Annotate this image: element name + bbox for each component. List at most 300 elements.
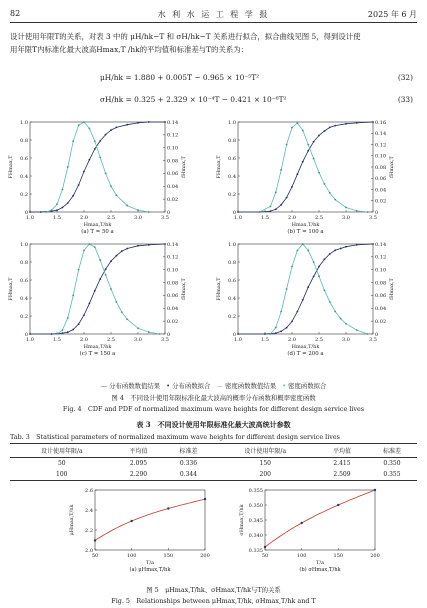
x-tick-label: 1.0 (26, 215, 34, 221)
x-tick-label: 200 (370, 553, 380, 559)
y-tick-label: 0.2 (228, 313, 236, 320)
cdf-point (110, 260, 112, 262)
cdf-point (62, 207, 64, 209)
plot-frame (265, 490, 375, 550)
y-axis-label: FHmax,T (216, 155, 222, 179)
y2-tick-label: 0.12 (167, 132, 179, 139)
cdf-point (116, 255, 118, 257)
pdf-point (313, 158, 315, 160)
cdf-point (137, 122, 139, 124)
cdf-point (72, 329, 74, 331)
cdf-point (286, 197, 288, 199)
figure-4-caption-cn: 图 4 不同设计使用年限标准化最大波高的概率分布函数和概率密度函数 (111, 394, 316, 402)
pdf-point (345, 323, 347, 325)
figure-4-panel (8, 242, 187, 357)
cdf-point (297, 173, 299, 175)
panel-caption: (a) μHmax,T/hk (129, 567, 171, 573)
y2-axis-label: fHmax,T (181, 278, 187, 300)
pdf-point (334, 311, 336, 313)
y2-tick-label: 0.04 (167, 184, 179, 191)
cdf-point (121, 250, 123, 252)
col-header: 标准差 (179, 448, 198, 455)
cdf-point (313, 141, 315, 143)
x-tick-label: 3.5 (369, 337, 377, 343)
cdf-point (345, 123, 347, 125)
table-row (10, 469, 417, 481)
pdf-point (89, 243, 91, 245)
y2-tick-label: 0.12 (167, 254, 179, 261)
cdf-point (116, 127, 118, 129)
pdf-point (121, 311, 123, 313)
pdf-point (105, 274, 107, 276)
pdf-point (356, 210, 358, 212)
cdf-point (67, 331, 69, 333)
pdf-point (340, 318, 342, 320)
cdf-line (238, 244, 373, 334)
y-tick-label: 2.2 (85, 527, 93, 534)
pdf-point (297, 250, 299, 252)
table-cell: 0.350 (383, 460, 401, 467)
pdf-point (62, 189, 64, 191)
y-tick-label: 1.0 (20, 241, 28, 248)
cdf-point (67, 202, 69, 204)
pdf-point (367, 211, 369, 213)
intro-line-1: 设计使用年限T的关系，对表 3 中的 μH/hk−T 和 σH/hk−T 关系进行拟合，拟合曲线见图 5，得到设计使 (10, 32, 361, 41)
y-tick-label: 0.4 (228, 295, 236, 302)
pdf-point (99, 156, 101, 158)
pdf-point (148, 331, 150, 333)
cdf-line (30, 244, 165, 334)
x-tick-label: 150 (163, 553, 174, 559)
y2-tick-label: 0.10 (375, 153, 387, 160)
table-cell: 2.415 (333, 460, 351, 467)
cdf-point (99, 140, 101, 142)
pdf-point (302, 130, 304, 132)
x-tick-label: 3.0 (134, 215, 142, 221)
y2-tick-label: 0.10 (167, 267, 179, 274)
y2-tick-label: 0.02 (375, 198, 387, 205)
cdf-point (164, 121, 166, 123)
y-tick-label: 0.4 (20, 295, 28, 302)
cdf-point (302, 161, 304, 163)
cdf-point (286, 327, 288, 329)
pdf-point (83, 250, 85, 252)
cdf-point (275, 208, 277, 210)
y2-axis-label: fHmax,T (389, 278, 395, 300)
x-axis-label: Hmax,T/hk (291, 344, 320, 350)
cdf-point (334, 249, 336, 251)
col-header: 平均值 (332, 448, 351, 455)
issue-date: 2025 年 6 月 (367, 10, 417, 19)
y-tick-label: 0 (24, 331, 28, 338)
y2-tick-label: 0 (167, 209, 171, 216)
y-tick-label: 0.8 (20, 259, 28, 266)
pdf-point (78, 269, 80, 271)
table-cell: 0.355 (383, 471, 401, 478)
pdf-point (62, 329, 64, 331)
y-tick-label: 0.2 (20, 313, 28, 320)
pdf-point (286, 288, 288, 290)
table-header-row (10, 444, 417, 458)
table-cell: 200 (259, 471, 271, 478)
y-tick-label: 0 (232, 331, 236, 338)
col-header: 平均值 (129, 448, 148, 455)
cdf-point (89, 303, 91, 305)
x-tick-label: 1.0 (234, 215, 242, 221)
y2-tick-label: 0.08 (167, 158, 179, 165)
x-tick-label: 3.0 (342, 337, 350, 343)
figure-4-panel (8, 120, 187, 235)
x-axis-label: Hmax,T/hk (83, 344, 112, 350)
pdf-point (291, 266, 293, 268)
y-tick-label: 0.2 (228, 191, 236, 198)
pdf-point (318, 275, 320, 277)
page-number: 82 (10, 9, 21, 18)
panel-caption: (a) T = 50 a (81, 229, 114, 235)
cdf-point (356, 244, 358, 246)
cdf-point (105, 268, 107, 270)
y2-tick-label: 0 (167, 331, 171, 338)
pdf-point (56, 333, 58, 335)
y2-tick-label: 0.02 (375, 318, 387, 325)
journal-title: 水 利 水 运 工 程 学 报 (157, 10, 270, 19)
cdf-point (329, 127, 331, 129)
x-tick-label: 100 (126, 553, 137, 559)
y2-tick-label: 0.16 (375, 119, 387, 126)
cdf-point (237, 333, 239, 335)
cdf-point (297, 311, 299, 313)
x-tick-label: 200 (200, 553, 210, 559)
cdf-point (280, 330, 282, 332)
panel-caption: (c) T = 150 a (79, 351, 116, 357)
x-axis-label: T/a (145, 560, 155, 566)
y-tick-label: 0.2 (20, 191, 28, 198)
y2-tick-label: 0.08 (375, 164, 387, 171)
cdf-point (40, 211, 42, 213)
data-point (374, 489, 376, 491)
x-tick-label: 150 (333, 553, 344, 559)
y2-tick-label: 0.02 (167, 196, 179, 203)
cdf-point (280, 204, 282, 206)
pdf-point (51, 209, 53, 211)
x-tick-label: 50 (91, 553, 99, 559)
cdf-point (78, 323, 80, 325)
table-cell: 2.509 (333, 471, 351, 478)
pdf-point (329, 301, 331, 303)
pdf-point (116, 194, 118, 196)
intro-paragraph (10, 30, 417, 56)
y2-tick-label: 0.08 (167, 280, 179, 287)
x-tick-label: 2.0 (288, 215, 296, 221)
x-tick-label: 1.5 (53, 215, 61, 221)
x-tick-label: 1.0 (26, 337, 34, 343)
cdf-point (334, 125, 336, 127)
pdf-point (307, 250, 309, 252)
legend-cdf-numeric: — 分布函数数值结果 (100, 382, 161, 390)
table-cell: 150 (259, 460, 271, 467)
cdf-point (99, 278, 101, 280)
y-tick-label: 1.0 (228, 241, 236, 248)
data-point (337, 504, 339, 506)
y2-tick-label: 0.06 (167, 171, 179, 178)
y-tick-label: 0.6 (228, 155, 236, 162)
cdf-point (275, 332, 277, 334)
table-row (10, 458, 417, 470)
fit-curve (95, 499, 205, 540)
plot-frame (238, 122, 373, 212)
y-tick-label: 0.4 (228, 173, 236, 180)
figure-4-panel (216, 120, 395, 235)
fit-curve (265, 490, 375, 547)
y-tick-label: 0.4 (20, 173, 28, 180)
plot-frame (30, 244, 165, 334)
y-axis-label: σHmax,T/hk (239, 504, 245, 536)
col-header: 标准差 (382, 448, 401, 455)
figure-5-panel (239, 488, 380, 573)
header-rule (10, 22, 417, 23)
x-tick-label: 1.0 (234, 337, 242, 343)
pdf-point (67, 166, 69, 168)
x-tick-label: 2.0 (80, 215, 88, 221)
x-axis-label: Hmax,T/hk (291, 222, 320, 228)
pdf-point (110, 288, 112, 290)
y2-tick-label: 0.04 (167, 306, 179, 313)
cdf-point (110, 129, 112, 131)
table-3-title-en: Tab. 3 Statistical parameters of normalized maximum wave heights for different design service lives (10, 433, 340, 441)
y-tick-label: 0.335 (248, 547, 263, 554)
y2-tick-label: 0.12 (375, 142, 387, 149)
pdf-point (137, 209, 139, 211)
y-tick-label: 1.0 (228, 119, 236, 126)
data-point (204, 498, 206, 500)
y-axis-label: FHmax,T (216, 277, 222, 301)
cdf-point (78, 184, 80, 186)
pdf-point (334, 199, 336, 201)
pdf-line (46, 122, 149, 212)
pdf-point (56, 203, 58, 205)
cdf-point (148, 244, 150, 246)
pdf-point (329, 192, 331, 194)
y2-tick-label: 0.12 (375, 254, 387, 261)
x-tick-label: 2.5 (107, 337, 115, 343)
pdf-point (367, 333, 369, 335)
y-tick-label: 1.0 (20, 119, 28, 126)
cdf-point (356, 122, 358, 124)
y-tick-label: 2.4 (85, 507, 93, 514)
x-tick-label: 3.0 (342, 215, 350, 221)
data-point (130, 520, 132, 522)
pdf-point (78, 124, 80, 126)
y-tick-label: 0.340 (248, 532, 263, 539)
y-tick-label: 0.6 (20, 155, 28, 162)
cdf-point (372, 243, 374, 245)
x-tick-label: 2.5 (315, 337, 323, 343)
pdf-point (280, 169, 282, 171)
pdf-point (275, 327, 277, 329)
x-tick-label: 2.5 (107, 215, 115, 221)
pdf-point (137, 327, 139, 329)
cdf-point (126, 248, 128, 250)
x-tick-label: 2.0 (288, 337, 296, 343)
y2-tick-label: 0.10 (167, 145, 179, 152)
x-tick-label: 100 (296, 553, 307, 559)
cdf-point (345, 246, 347, 248)
pdf-point (126, 205, 128, 207)
y2-tick-label: 0.06 (375, 176, 387, 183)
table-cell: 0.336 (179, 460, 198, 467)
x-axis-label: T/a (315, 560, 325, 566)
cdf-point (291, 321, 293, 323)
y2-tick-label: 0 (375, 331, 379, 338)
pdf-point (94, 140, 96, 142)
y-tick-label: 0.8 (20, 137, 28, 144)
pdf-point (89, 128, 91, 130)
y2-tick-label: 0.14 (375, 241, 387, 248)
cdf-point (270, 210, 272, 212)
legend-pdf-fit: • 密度函数拟合 (282, 382, 327, 390)
y-tick-label: 0.8 (228, 137, 236, 144)
x-tick-label: 3.5 (161, 215, 169, 221)
cdf-point (29, 211, 31, 213)
y-axis-label: FHmax,T (8, 277, 14, 301)
x-tick-label: 3.5 (161, 337, 169, 343)
figure-4-legend (0, 381, 427, 390)
y-axis-label: μHmax,T/hk (69, 504, 75, 536)
pdf-point (72, 140, 74, 142)
pdf-point (270, 205, 272, 207)
y2-axis-label: fHmax,T (389, 156, 395, 178)
y-tick-label: 0 (24, 209, 28, 216)
pdf-point (67, 317, 69, 319)
cdf-point (72, 195, 74, 197)
panel-caption: (b) T = 100 a (287, 229, 324, 235)
cdf-point (324, 258, 326, 260)
y-tick-label: 0.6 (20, 277, 28, 284)
cdf-point (291, 186, 293, 188)
y2-tick-label: 0.02 (167, 318, 179, 325)
figure-5-caption-en: Fig. 5 Relationships between μHmax,T/hk, σHmax,T/hk and T (111, 597, 316, 605)
y2-tick-label: 0.06 (167, 293, 179, 300)
pdf-point (345, 207, 347, 209)
figure-4-caption-en: Fig. 4 CDF and PDF of normalized maximum wave heights for different design service lives (62, 405, 365, 413)
figure-4-panel (216, 242, 395, 357)
y2-tick-label: 0.14 (375, 131, 387, 138)
pdf-point (324, 289, 326, 291)
cdf-point (148, 121, 150, 123)
cdf-point (237, 211, 239, 213)
cdf-point (307, 286, 309, 288)
x-tick-label: 1.5 (261, 215, 269, 221)
figure-5 (0, 484, 427, 584)
pdf-point (116, 301, 118, 303)
y2-tick-label: 0.14 (167, 119, 179, 126)
cdf-point (51, 333, 53, 335)
cdf-point (340, 248, 342, 250)
plot-frame (238, 244, 373, 334)
pdf-point (72, 295, 74, 297)
pdf-point (270, 333, 272, 335)
pdf-point (110, 185, 112, 187)
data-point (167, 507, 169, 509)
cdf-point (29, 333, 31, 335)
equation-33-number: (33) (397, 95, 413, 104)
pdf-point (313, 261, 315, 263)
cdf-line (30, 122, 165, 212)
pdf-point (356, 329, 358, 331)
y2-tick-label: 0.10 (375, 267, 387, 274)
y2-tick-label: 0 (375, 209, 379, 216)
pdf-point (126, 318, 128, 320)
table-cell: 2.095 (129, 460, 148, 467)
data-point (94, 539, 96, 541)
equation-32-number: (32) (397, 73, 413, 82)
data-point (264, 546, 266, 548)
x-tick-label: 1.5 (261, 337, 269, 343)
y-axis-label: FHmax,T (8, 155, 14, 179)
cdf-point (89, 159, 91, 161)
cdf-point (56, 209, 58, 211)
y2-tick-label: 0.04 (375, 306, 387, 313)
equation-32: μH/hk = 1.880 + 0.005T − 0.965 × 10⁻⁵T² (100, 73, 260, 82)
y2-tick-label: 0.14 (167, 241, 179, 248)
panel-caption: (d) T = 200 a (287, 351, 324, 357)
pdf-point (297, 122, 299, 124)
pdf-point (99, 259, 101, 261)
y-tick-label: 0.6 (228, 277, 236, 284)
y-tick-label: 0 (232, 209, 236, 216)
pdf-point (159, 333, 161, 335)
pdf-line (57, 244, 160, 334)
x-tick-label: 3.5 (369, 215, 377, 221)
x-axis-label: Hmax,T/hk (83, 222, 112, 228)
cdf-point (62, 332, 64, 334)
cdf-point (324, 130, 326, 132)
pdf-point (302, 243, 304, 245)
pdf-point (324, 183, 326, 185)
cdf-point (164, 243, 166, 245)
cdf-point (329, 253, 331, 255)
pdf-point (259, 211, 261, 213)
y-tick-label: 0.345 (248, 517, 263, 524)
pdf-point (83, 121, 85, 123)
pdf-point (94, 246, 96, 248)
pdf-point (286, 144, 288, 146)
pdf-point (318, 172, 320, 174)
x-tick-label: 1.5 (53, 337, 61, 343)
col-header: 设计使用年限/a (40, 448, 83, 455)
y-tick-label: 0.355 (248, 487, 263, 494)
table-3-title-cn: 表 3 不同设计使用年限标准化最大波高统计参数 (136, 420, 291, 429)
pdf-point (307, 144, 309, 146)
equation-33: σH/hk = 0.325 + 2.329 × 10⁻⁴T − 0.421 × 10⁻⁶T² (100, 95, 287, 104)
y2-tick-label: 0.04 (375, 187, 387, 194)
cdf-point (83, 314, 85, 316)
cdf-point (105, 134, 107, 136)
pdf-point (45, 211, 47, 213)
intro-line-2: 用年限T内标准化最大波高Hmax,T /hk的平均值和标准差与T的关系为： (10, 45, 249, 54)
cdf-point (372, 121, 374, 123)
pdf-point (275, 191, 277, 193)
cdf-point (264, 333, 266, 335)
figure-4 (0, 112, 427, 382)
table-cell: 0.344 (179, 471, 198, 478)
panel-caption: (b) σHmax,T/hk (299, 567, 341, 573)
x-tick-label: 3.0 (134, 337, 142, 343)
pdf-line (270, 244, 367, 334)
legend-cdf-fit: • 分布函数拟合 (166, 382, 211, 390)
y-tick-label: 0.350 (248, 502, 263, 509)
y-tick-label: 0.8 (228, 259, 236, 266)
